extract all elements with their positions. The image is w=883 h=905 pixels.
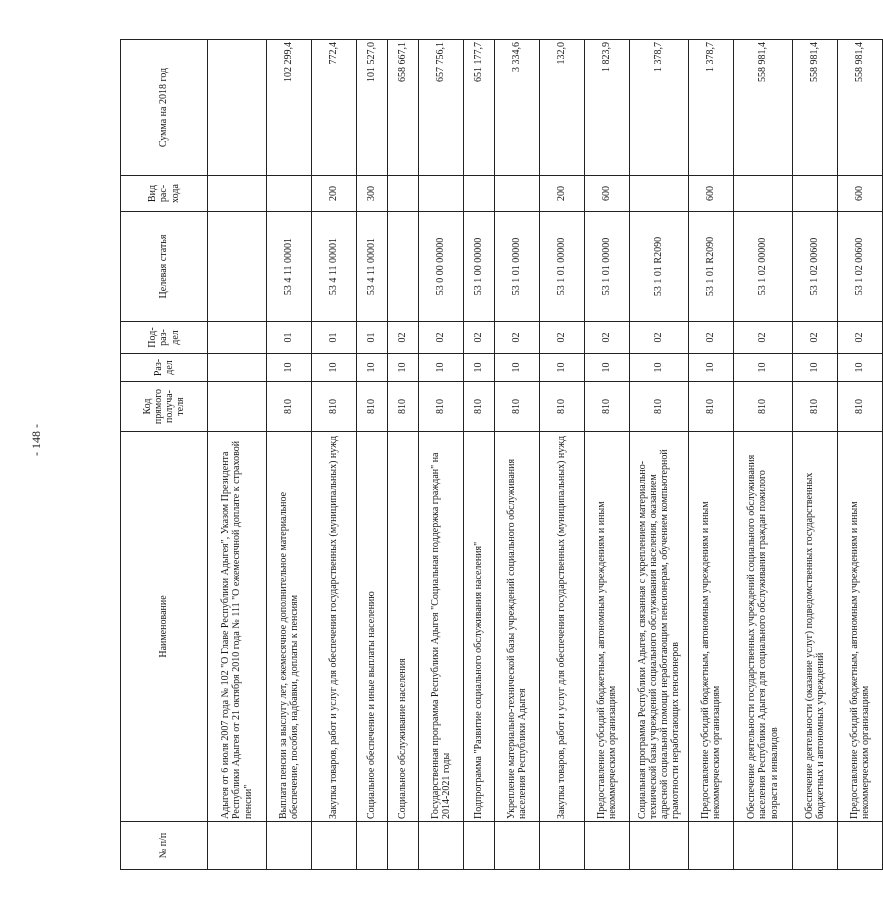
cell-target: 53 1 02 00600 (793, 212, 838, 322)
cell-subsection: 02 (793, 322, 838, 354)
cell-subsection: 02 (464, 322, 495, 354)
cell-num (267, 822, 312, 870)
cell-sum: 558 981,4 (838, 40, 883, 176)
cell-expense (793, 176, 838, 212)
cell-target: 53 1 02 00000 (734, 212, 793, 322)
cell-section: 10 (689, 354, 734, 382)
cell-expense (495, 176, 540, 212)
cell-name: Укрепление материально-технической базы учреждений социального обслуживания населения Республики Адыгея (495, 432, 540, 822)
cell-payer: 810 (495, 382, 540, 432)
table-row (689, 40, 734, 870)
cell-subsection: 01 (267, 322, 312, 354)
cell-sum: 1 378,7 (689, 40, 734, 176)
cell-subsection: 02 (838, 322, 883, 354)
cell-name: Социальная программа Республики Адыгея, связанная с укреплением материально-технической базы учреждений социального обслуживания населения, оказанием адресной социальной помощи неработающим пенсионерам, обучением компьютерной грамотности неработающих пенсионеров (630, 432, 689, 822)
cell-target: 53 1 01 R2090 (689, 212, 734, 322)
rotated-table-container (120, 40, 871, 870)
cell-num (689, 822, 734, 870)
table-row (464, 40, 495, 870)
cell-target: 53 1 01 00000 (585, 212, 630, 322)
cell-target: 53 4 11 00001 (357, 212, 388, 322)
cell-target (208, 212, 267, 322)
cell-payer: 810 (419, 382, 464, 432)
cell-section: 10 (267, 354, 312, 382)
cell-sum: 658 667,1 (388, 40, 419, 176)
budget-table (120, 39, 883, 870)
header-num: № п/п (121, 822, 208, 870)
cell-payer: 810 (312, 382, 357, 432)
cell-target: 53 4 11 00001 (267, 212, 312, 322)
cell-sum: 651 177,7 (464, 40, 495, 176)
cell-name: Подпрограмма "Развитие социального обслуживания населения" (464, 432, 495, 822)
cell-name: Закупка товаров, работ и услуг для обеспечения государственных (муниципальных) нужд (312, 432, 357, 822)
header-target: Целевая статья (121, 212, 208, 322)
cell-sum (208, 40, 267, 176)
table-row (495, 40, 540, 870)
cell-sum: 102 299,4 (267, 40, 312, 176)
cell-subsection: 02 (388, 322, 419, 354)
cell-expense: 600 (689, 176, 734, 212)
cell-num (419, 822, 464, 870)
cell-subsection: 02 (495, 322, 540, 354)
table-row (419, 40, 464, 870)
cell-target: 53 1 01 00000 (540, 212, 585, 322)
cell-sum: 3 334,6 (495, 40, 540, 176)
cell-subsection: 02 (419, 322, 464, 354)
table-row (267, 40, 312, 870)
cell-num (793, 822, 838, 870)
cell-sum: 772,4 (312, 40, 357, 176)
cell-expense (630, 176, 689, 212)
cell-num (585, 822, 630, 870)
table-row (357, 40, 388, 870)
cell-payer (208, 382, 267, 432)
cell-target (388, 212, 419, 322)
cell-num (312, 822, 357, 870)
cell-sum: 101 527,0 (357, 40, 388, 176)
cell-payer: 810 (689, 382, 734, 432)
cell-num (540, 822, 585, 870)
table-row (734, 40, 793, 870)
cell-subsection: 02 (540, 322, 585, 354)
cell-subsection: 02 (585, 322, 630, 354)
header-expense: Вид рас-хода (121, 176, 208, 212)
cell-section: 10 (630, 354, 689, 382)
cell-expense (734, 176, 793, 212)
cell-payer: 810 (267, 382, 312, 432)
cell-subsection: 02 (734, 322, 793, 354)
cell-sum: 1 823,9 (585, 40, 630, 176)
cell-target: 53 1 00 00000 (464, 212, 495, 322)
cell-expense (464, 176, 495, 212)
cell-section: 10 (793, 354, 838, 382)
cell-expense: 200 (312, 176, 357, 212)
cell-name: Предоставление субсидий бюджетным, автономным учреждениям и иным некоммерческим организациям (689, 432, 734, 822)
cell-expense: 300 (357, 176, 388, 212)
cell-section: 10 (357, 354, 388, 382)
cell-sum: 558 981,4 (734, 40, 793, 176)
header-subsection: Под-раз-дел (121, 322, 208, 354)
cell-num (388, 822, 419, 870)
cell-target: 53 4 11 00001 (312, 212, 357, 322)
cell-section: 10 (585, 354, 630, 382)
page-number: - 148 - (29, 424, 43, 456)
cell-payer: 810 (585, 382, 630, 432)
cell-sum: 132,0 (540, 40, 585, 176)
cell-section: 10 (540, 354, 585, 382)
cell-sum: 657 756,1 (419, 40, 464, 176)
cell-name: Закупка товаров, работ и услуг для обеспечения государственных (муниципальных) нужд (540, 432, 585, 822)
cell-payer: 810 (388, 382, 419, 432)
header-name: Наименование (121, 432, 208, 822)
cell-payer: 810 (357, 382, 388, 432)
cell-name: Обеспечение деятельности государственных учреждений социального обслуживания населения Республики Адыгея для социального обслуживания граждан пожилого возраста и инвалидов (734, 432, 793, 822)
table-row (312, 40, 357, 870)
cell-name: Социальное обеспечение и иные выплаты населению (357, 432, 388, 822)
table-row (630, 40, 689, 870)
cell-name: Предоставление субсидий бюджетным, автономным учреждениям и иным некоммерческим организациям (838, 432, 883, 822)
cell-name: Предоставление субсидий бюджетным, автономным учреждениям и иным некоммерческим организациям (585, 432, 630, 822)
header-sum: Сумма на 2018 год (121, 40, 208, 176)
cell-payer: 810 (464, 382, 495, 432)
cell-payer: 810 (838, 382, 883, 432)
cell-section: 10 (464, 354, 495, 382)
cell-expense (419, 176, 464, 212)
table-row (838, 40, 883, 870)
cell-num (495, 822, 540, 870)
cell-payer: 810 (630, 382, 689, 432)
cell-target: 53 1 01 R2090 (630, 212, 689, 322)
cell-expense (388, 176, 419, 212)
cell-num (630, 822, 689, 870)
cell-section: 10 (419, 354, 464, 382)
table-row (540, 40, 585, 870)
cell-section: 10 (734, 354, 793, 382)
cell-section (208, 354, 267, 382)
cell-payer: 810 (734, 382, 793, 432)
header-section: Раз-дел (121, 354, 208, 382)
cell-expense (208, 176, 267, 212)
cell-section: 10 (388, 354, 419, 382)
cell-sum: 558 981,4 (793, 40, 838, 176)
cell-num (838, 822, 883, 870)
cell-target: 53 0 00 00000 (419, 212, 464, 322)
cell-section: 10 (838, 354, 883, 382)
cell-expense (267, 176, 312, 212)
cell-subsection (208, 322, 267, 354)
cell-name: Обеспечение деятельности (оказание услуг) подведомственных государственных бюджетных и автономных учреждений (793, 432, 838, 822)
cell-expense: 600 (585, 176, 630, 212)
header-payer: Код прямого получа-теля (121, 382, 208, 432)
cell-num (208, 822, 267, 870)
cell-payer: 810 (540, 382, 585, 432)
cell-expense: 600 (838, 176, 883, 212)
cell-section: 10 (495, 354, 540, 382)
table-row (585, 40, 630, 870)
cell-target: 53 1 01 00000 (495, 212, 540, 322)
cell-section: 10 (312, 354, 357, 382)
cell-name: Социальное обслуживание населения (388, 432, 419, 822)
cell-sum: 1 378,7 (630, 40, 689, 176)
cell-subsection: 01 (357, 322, 388, 354)
cell-num (464, 822, 495, 870)
cell-expense: 200 (540, 176, 585, 212)
cell-name: Государственная программа Республики Адыгея "Социальная поддержка граждан" на 2014-2021 годы (419, 432, 464, 822)
cell-payer: 810 (793, 382, 838, 432)
cell-subsection: 02 (630, 322, 689, 354)
table-row (208, 40, 267, 870)
cell-target: 53 1 02 00600 (838, 212, 883, 322)
header-row (121, 40, 208, 870)
cell-num (734, 822, 793, 870)
table-row (793, 40, 838, 870)
cell-subsection: 02 (689, 322, 734, 354)
cell-num (357, 822, 388, 870)
cell-name: Адыгея от 6 июля 2007 года № 102 "О Главе Республики Адыгея", Указом Президента Республики Адыгея от 21 октября 2010 года № 111 "О ежемесячной доплате к страховой пенсии" (208, 432, 267, 822)
cell-subsection: 01 (312, 322, 357, 354)
table-row (388, 40, 419, 870)
cell-name: Выплата пенсии за выслугу лет, ежемесячное дополнительное материальное обеспечение, пособия, надбавки, доплаты к пенсиям (267, 432, 312, 822)
